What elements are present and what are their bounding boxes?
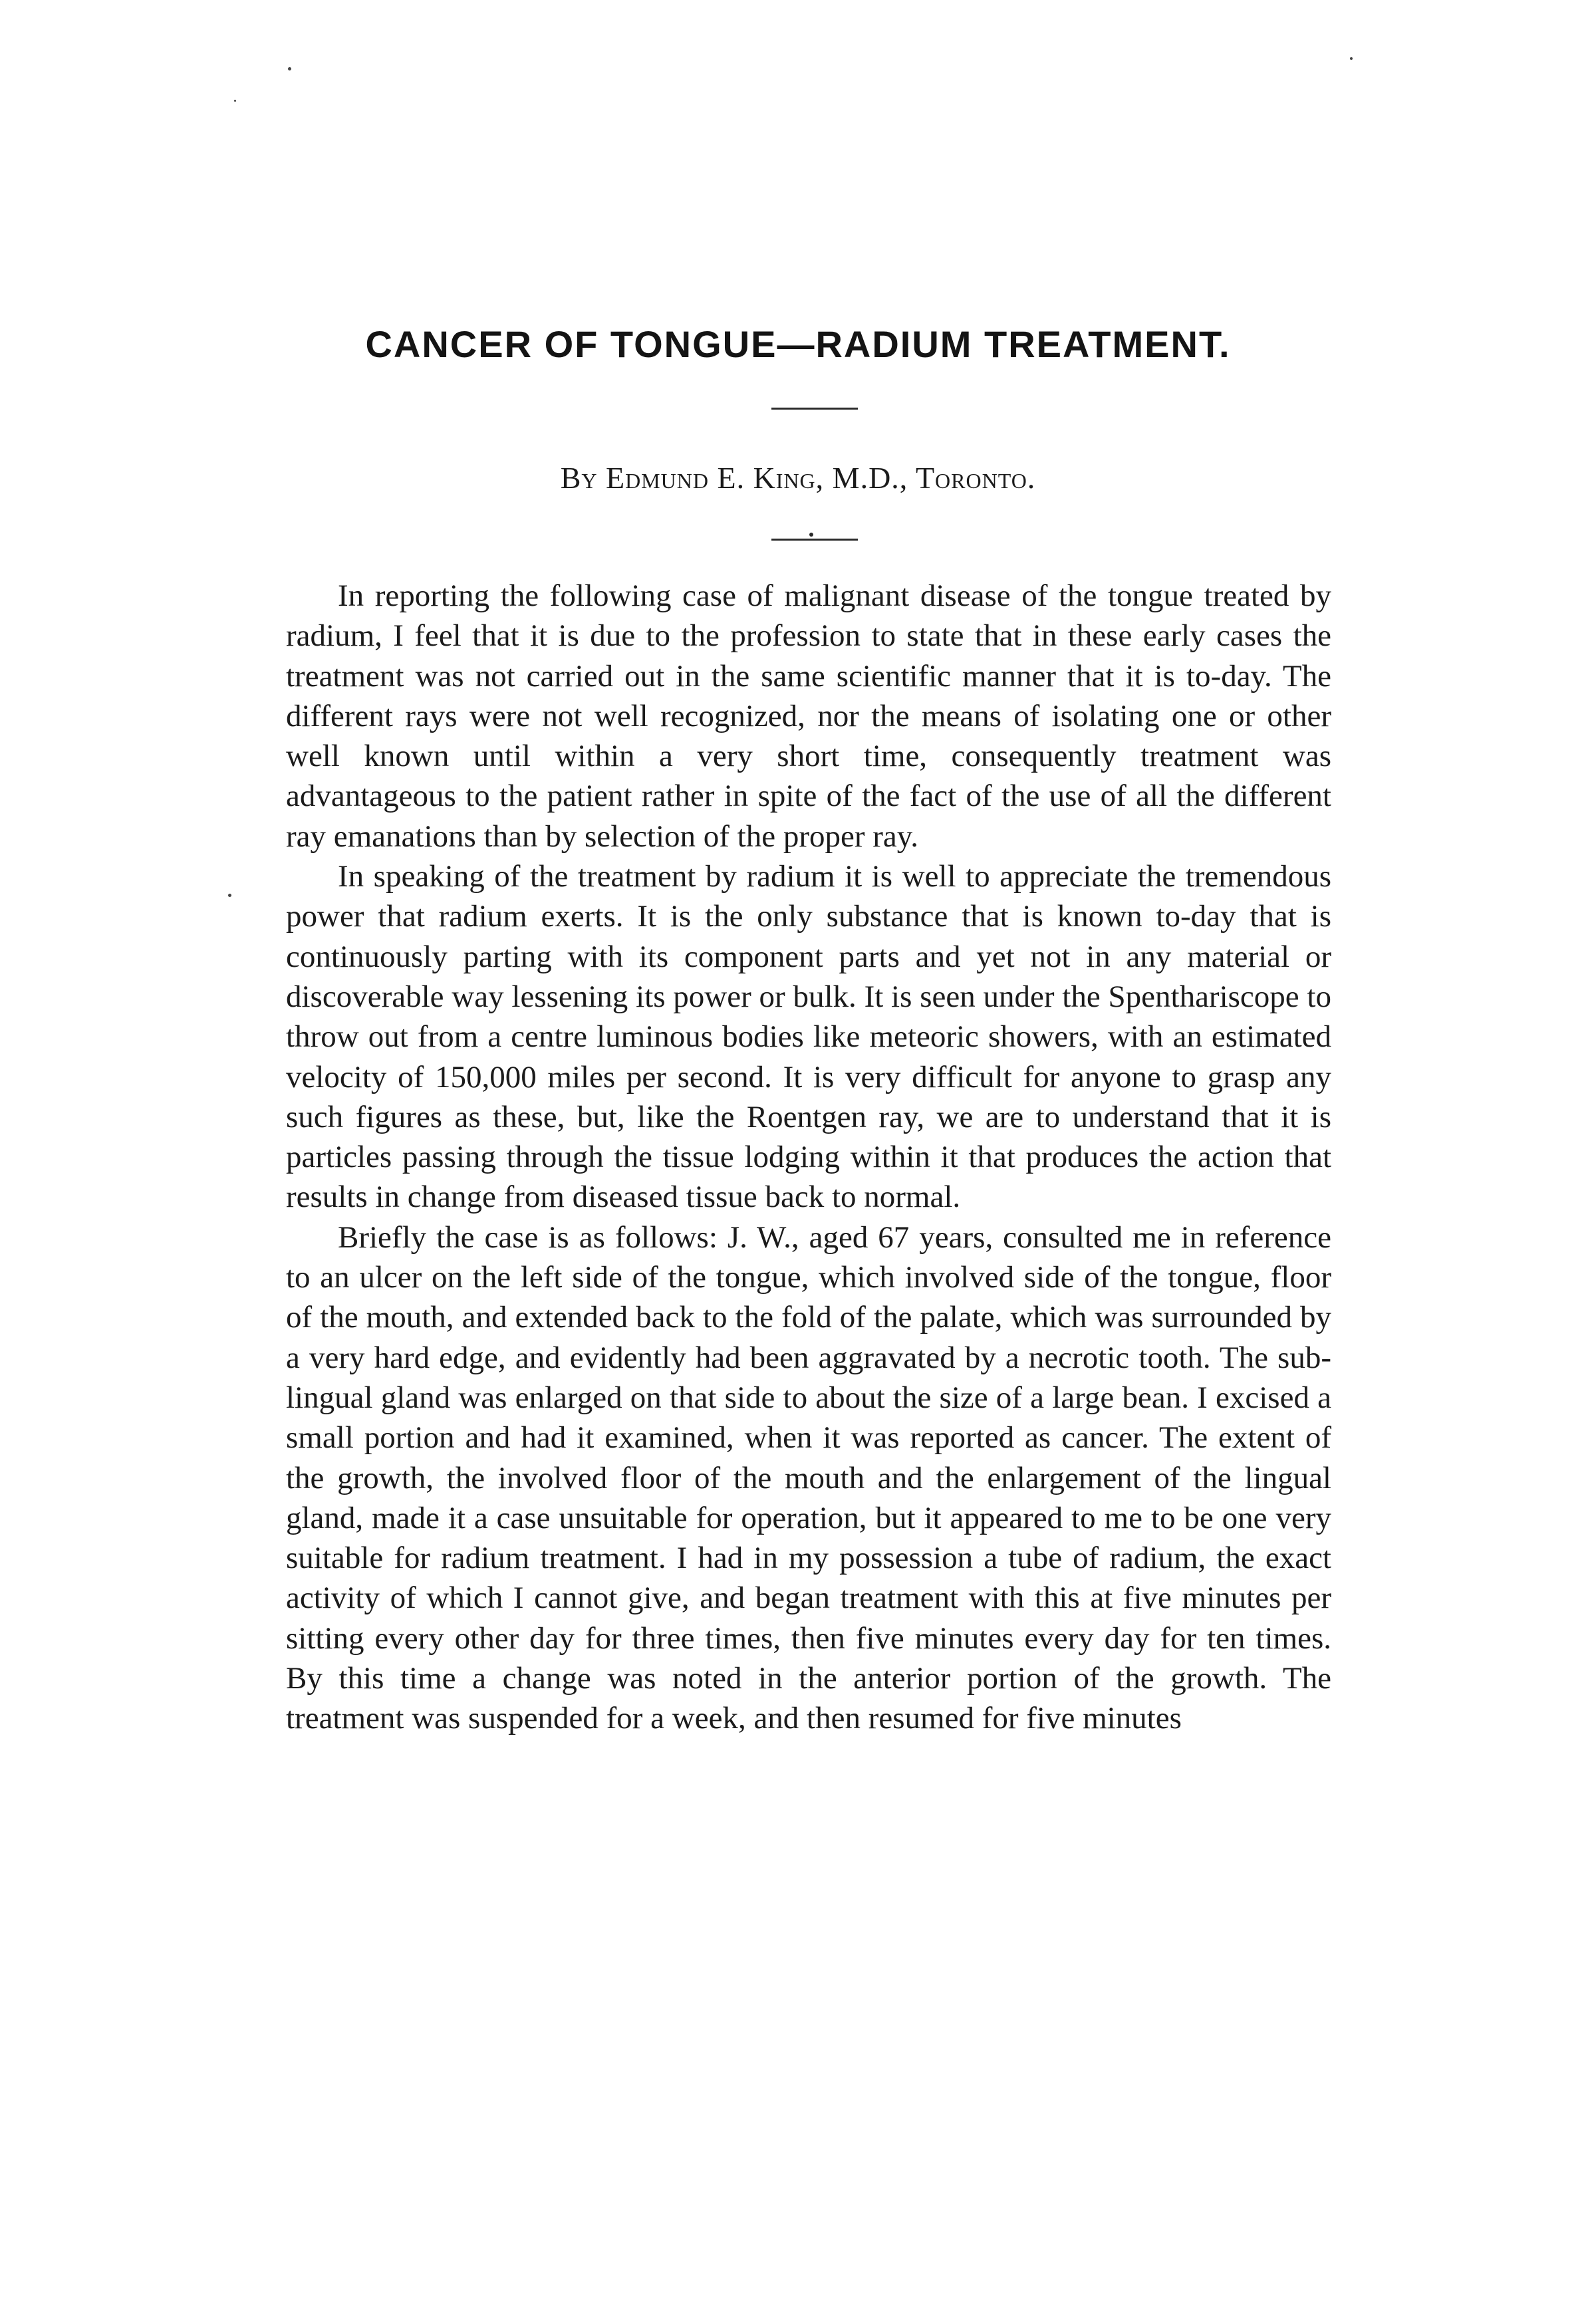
- print-speck: [288, 67, 291, 70]
- divider-dot: [809, 533, 813, 537]
- print-speck: [1350, 57, 1353, 60]
- print-speck: [234, 100, 236, 102]
- body-paragraph: Briefly the case is as follows: J. W., aged 67 years, consulted me in reference to an ulcer on the left side of the tongue, which involved side of the tongue, floor of the mouth, and extended back to the fold of the palate, which was surrounded by a very hard edge, and evidently had been aggravated by a necrotic tooth. The sub-lingual gland was enlarged on that side to about the size of a large bean. I excised a small portion and had it examined, when it was reported as cancer. The extent of the growth, the involved floor of the mouth and the enlargement of the lingual gland, made it a case unsuitable for operation, but it appeared to me to be one very suitable for radium treatment. I had in my possession a tube of radium, the exact activity of which I cannot give, and began treatment with this at five minutes per sitting every other day for three times, then five minutes every day for ten times. By this time a change was noted in the anterior portion of the growth. The treatment was suspended for a week, and then resumed for five minutes: [286, 1220, 1331, 1736]
- article-title: CANCER OF TONGUE—RADIUM TREATMENT.: [365, 323, 1231, 365]
- body-paragraph: In reporting the following case of malignant disease of the tongue treated by radium, I feel that it is due to the profession to state that in these early cases the treatment was not carried out in the same scientific manner that it is to-day. The different rays were not well recognized, nor the means of isolating one or other well known until within a very short time, consequently treatment was advantageous to the patient rather in spite of the fact of the use of all the different ray emanations than by selection of the proper ray.: [286, 578, 1331, 854]
- article-body: [286, 576, 1331, 1739]
- author-byline: By Edmund E. King, M.D., Toronto.: [560, 461, 1036, 495]
- byline-divider: [771, 539, 858, 541]
- title-divider: [771, 408, 858, 410]
- print-speck: [228, 894, 231, 897]
- body-paragraph: In speaking of the treatment by radium it is well to appreciate the tremendous power that radium exerts. It is the only substance that is known to-day that is continuously parting with its component parts and yet not in any material or discoverable way lessening its power or bulk. It is seen under the Spenthariscope to throw out from a centre luminous bodies like meteoric showers, with an estimated velocity of 150,000 miles per second. It is very difficult for anyone to grasp any such figures as these, but, like the Roentgen ray, we are to understand that it is particles passing through the tissue lodging within it that produces the action that results in change from diseased tissue back to normal.: [286, 859, 1331, 1215]
